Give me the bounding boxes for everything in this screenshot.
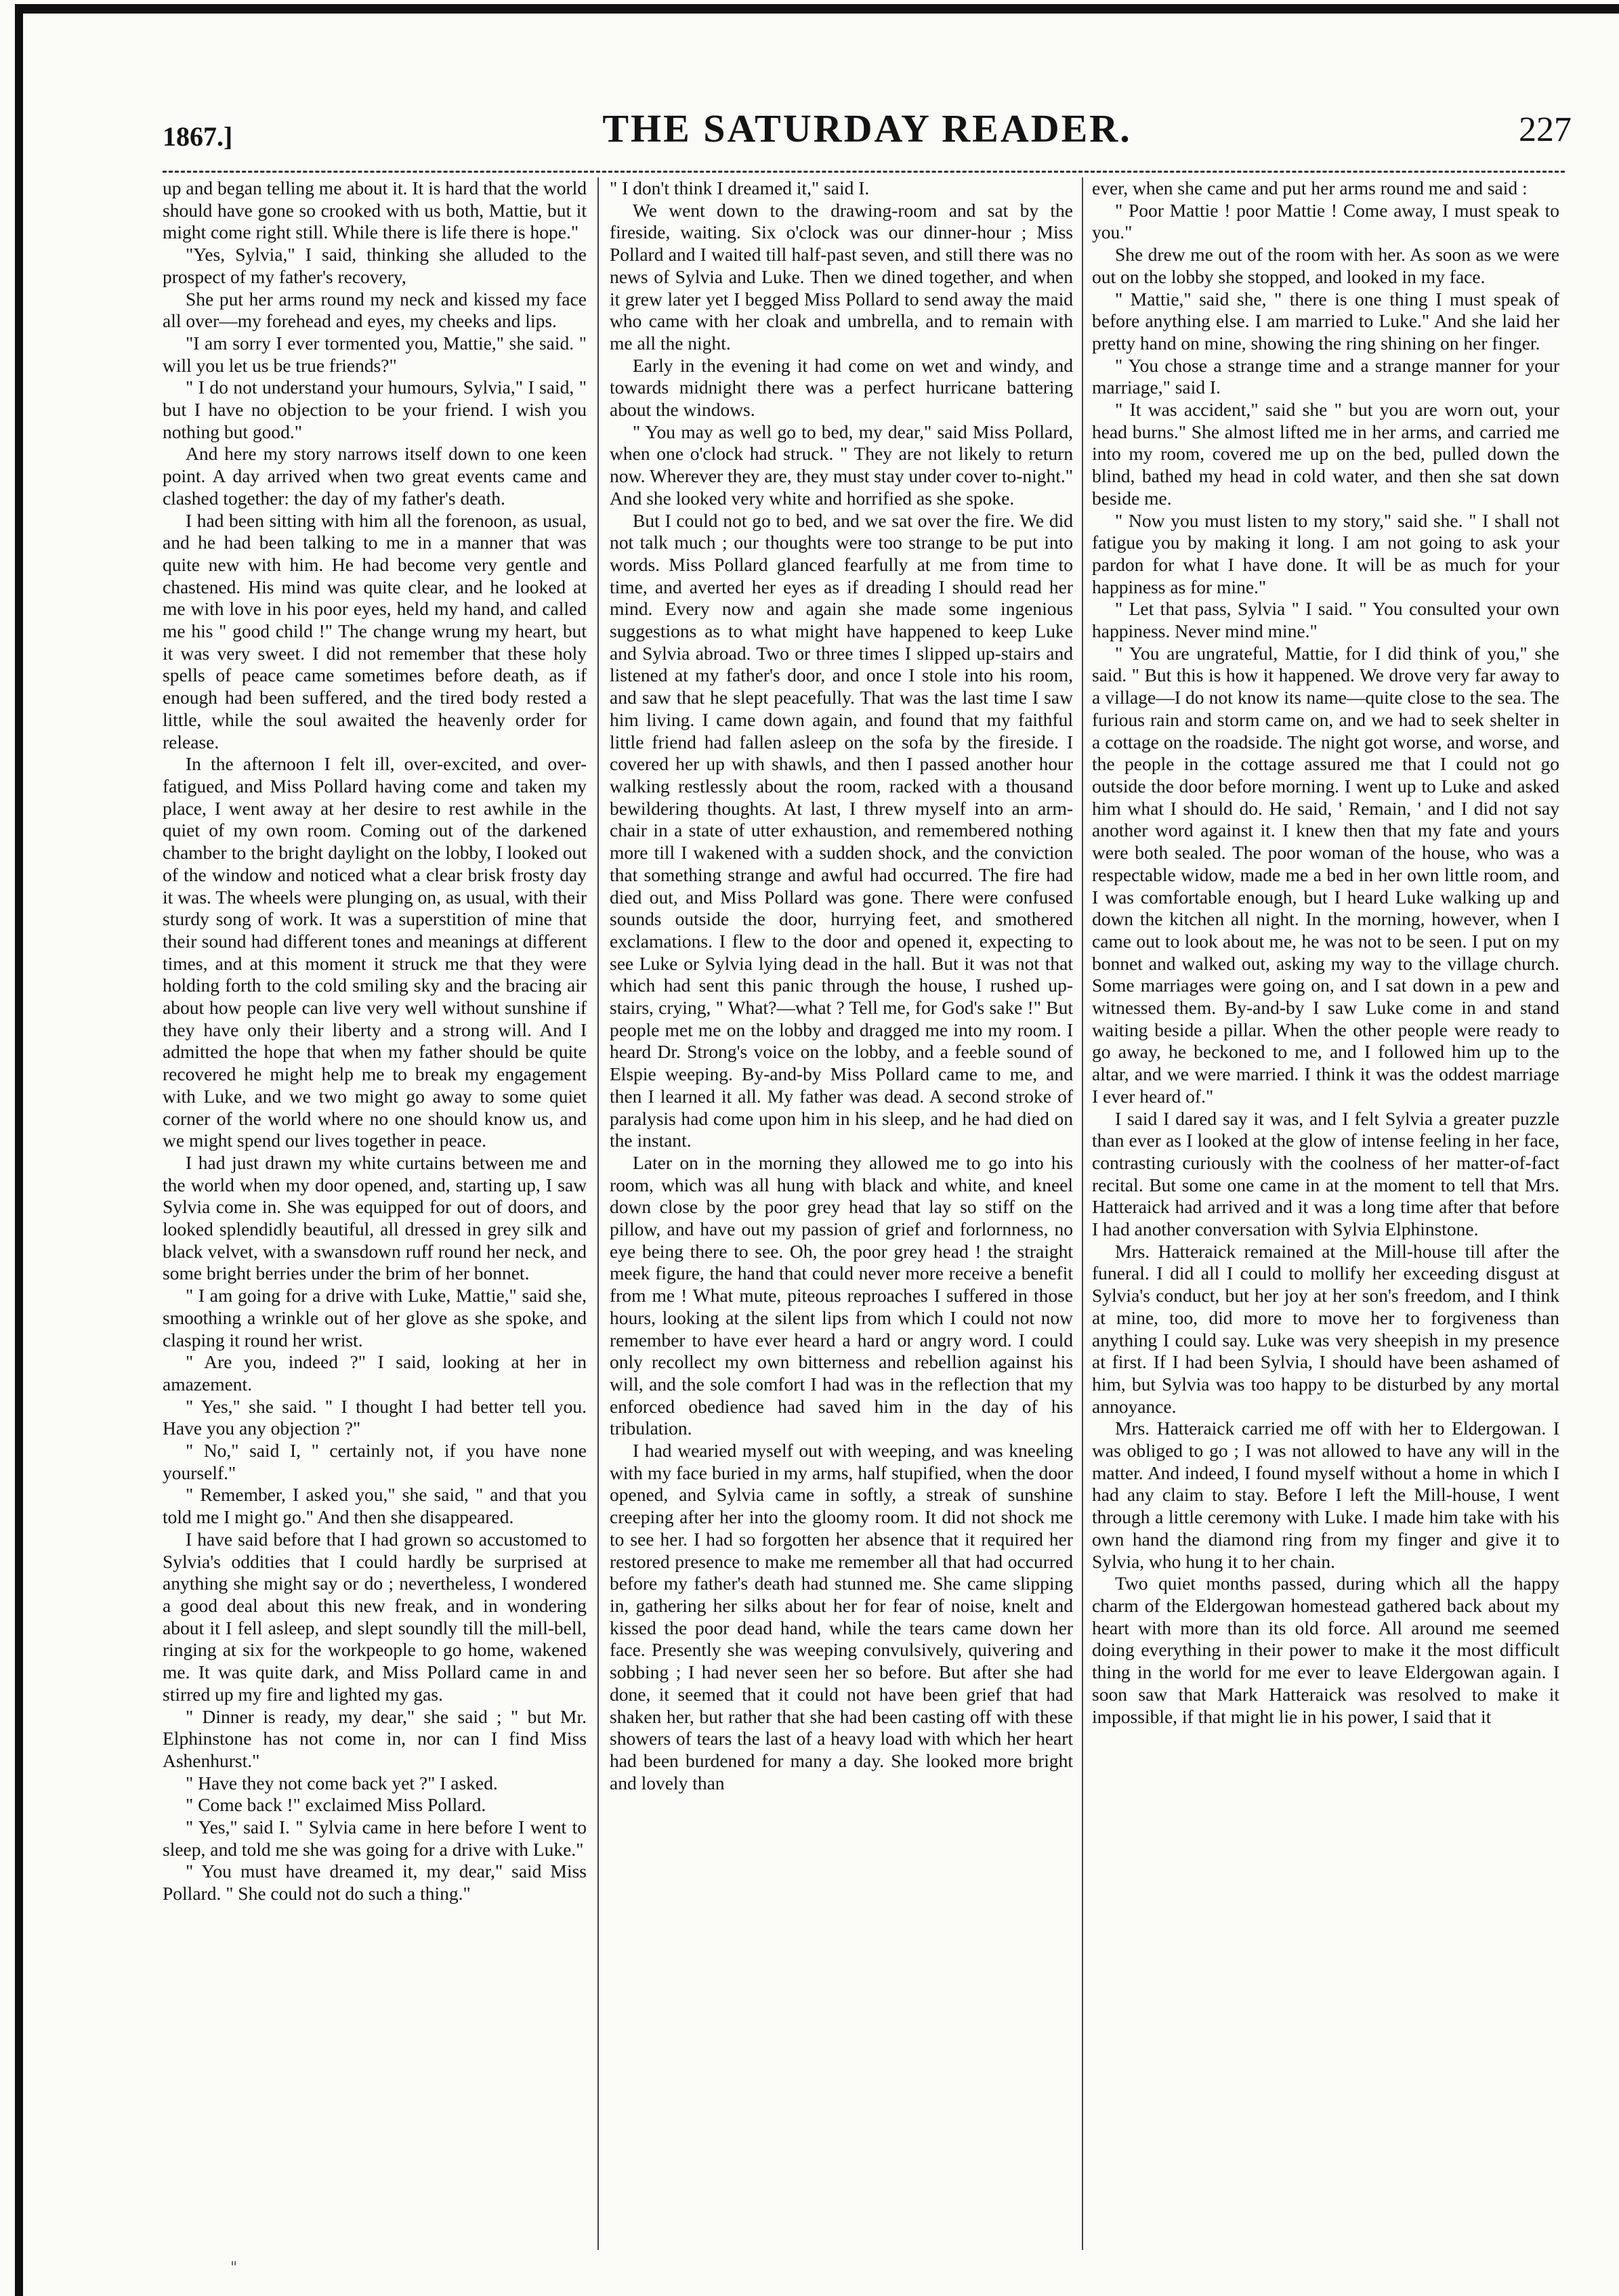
paragraph: " It was accident," said she " but you are worn out, your head burns." She almost lifted me in her arms, and carried me into my room, covered me up on the bed, pulled down the blind, bathed my head in cold water, and then she sat down beside me. [1092, 399, 1559, 509]
paragraph: " Now you must listen to my story," said she. " I shall not fatigue you by making it long. I am not going to ask your pardon for what I have done. It will be as much for your happiness as for mine." [1092, 509, 1559, 597]
paragraph: ever, when she came and put her arms round me and said : [1092, 177, 1528, 198]
paragraph: " You chose a strange time and a strange manner for your marriage," said I. [1092, 354, 1559, 398]
paragraph: up and began telling me about it. It is hard that the world should have gone so crooked with us both, Mattie, but it might come right still. While there is life there is hope." [163, 177, 587, 243]
paragraph: " Poor Mattie ! poor Mattie ! Come away, I must speak to you." [1092, 199, 1559, 243]
paragraph: " Are you, indeed ?" I said, looking at her in amazement. [163, 1351, 587, 1395]
paragraph: " Remember, I asked you," she said, " and that you told me I might go." And then she disappeared. [163, 1484, 587, 1528]
paragraph: " Dinner is ready, my dear," she said ; " but Mr. Elphinstone has not come in, nor can I find Miss Ashenhurst." [163, 1705, 587, 1771]
paragraph: I had just drawn my white curtains between me and the world when my door opened, and, starting up, I saw Sylvia come in. She was equipped for out of doors, and looked splendidly beautiful, all dressed in grey silk and black velvet, with a swansdown ruff round her neck, and some bright berries under the brim of her bonnet. [163, 1151, 587, 1284]
column-divider [597, 177, 599, 2250]
text-column-3 [1092, 177, 1559, 2250]
paragraph: " You are ungrateful, Mattie, for I did think of you," she said. " But this is how it happened. We drove very far away to a village—I do not know its name—quite close to the sea. The furious rain and storm came on, and we had to seek shelter in a cottage on the roadside. The night got worse, and worse, and the people in the cottage assured me that I could not go outside the door before morning. I went up to Luke and asked him what I should do. He said, ' Remain, ' and I did not say another word against it. I knew then that my fate and yours were both sealed. The poor woman of the house, who was a respectable widow, made me a bed in her own little room, and I was comfortable enough, but I heard Luke walking up and down the kitchen all night. In the morning, however, when I came out to look about me, he was not to be seen. I put on my bonnet and walked out, asking my way to the village church. Some marriages were going on, and I sat down in a pew and witnessed them. By-and-by I saw Luke come in and stand waiting beside a pillar. When the other people were ready to go away, he beckoned to me, and I followed him up to the altar, and we were married. I think it was the oddest marriage I ever heard of." [1092, 642, 1559, 1107]
paragraph: In the afternoon I felt ill, over-excited, and over-fatigued, and Miss Pollard having come and taken my place, I went away at her desire to rest awhile in the quiet of my own room. Coming out of the darkened chamber to the bright daylight on the lobby, I looked out of the window and noticed what a clear brisk frosty day it was. The wheels were plunging on, as usual, with their sturdy song of work. It was a superstition of mine that their sound had different tones and meanings at different times, and at this moment it struck me that they were holding forth to the cold smiling sky and the bracing air about how people can live very well without sunshine if they have only their liberty and a strong will. And I admitted the hope that when my father should be quite recovered he might help me to break my engagement with Luke, and we two might go away to some quiet corner of the world where no one should know us, and we might spend our lives together in peace. [163, 753, 587, 1151]
paragraph: I had been sitting with him all the forenoon, as usual, and he had been talking to me in a manner that was quite new with him. He had become very gentle and chastened. His mind was quite clear, and he looked at me with love in his poor eyes, held my hand, and called me his " good child !" The change wrung my heart, but it was very sweet. I did not remember that these holy spells of peace came sometimes before death, as if enough had been suffered, and the tired body rested a little, while the soul awaited the heavenly order for release. [163, 509, 587, 752]
paragraph: She put her arms round my neck and kissed my face all over—my forehead and eyes, my cheeks and lips. [163, 288, 587, 332]
text-column-2 [610, 177, 1073, 2250]
paragraph: " No," said I, " certainly not, if you have none yourself." [163, 1440, 587, 1483]
paragraph: " Come back !" exclaimed Miss Pollard. [186, 1794, 486, 1816]
paragraph: I said I dared say it was, and I felt Sylvia a greater puzzle than ever as I looked at the glow of intense feeling in her face, contrasting curiously with the coolness of her matter-of-fact recital. But some one came in at the moment to tell that Mrs. Hatteraick had arrived and it was a long time after that before I had another conversation with Sylvia Elphinstone. [1092, 1107, 1559, 1240]
paragraph: But I could not go to bed, and we sat over the fire. We did not talk much ; our thoughts were too strange to be put into words. Miss Pollard glanced fearfully at me from time to time, and averted her eyes as if dreading I should read her mind. Every now and again she made some ingenious suggestions as to what might have happened to keep Luke and Sylvia abroad. Two or three times I slipped up-stairs and listened at my father's door, and once I stole into his room, and saw that he slept peacefully. That was the last time I saw him living. I came down again, and found that my faithful little friend had fallen asleep on the sofa by the fireside. I covered her up with shawls, and then I passed another hour walking restlessly about the room, racked with a thousand bewildering thoughts. At last, I threw myself into an arm-chair in a state of utter exhaustion, and remembered nothing more till I wakened with a sudden shock, and the conviction that something strange and awful had occurred. The fire had died out, and Miss Pollard was gone. There were confused sounds outside the door, hurrying feet, and smothered exclamations. I flew to the door and opened it, expecting to see Luke or Sylvia lying dead in the hall. But it was not that which had sent this panic through the house, I rushed up-stairs, crying, " What?—what ? Tell me, for God's sake !" But people met me on the lobby and dragged me into my room. I heard Dr. Strong's voice on the lobby, and a feeble sound of Elspie weeping. By-and-by Miss Pollard came to me, and then I learned it all. My father was dead. A second stroke of paralysis had come upon him in his sleep, and he had died on the instant. [610, 509, 1073, 1151]
paragraph: Mrs. Hatteraick carried me off with her to Eldergowan. I was obliged to go ; I was not allowed to have any will in the matter. And indeed, I found myself without a home in which I had any claim to stay. Before I left the Mill-house, I went through a little ceremony with Luke. I made him take with his own hand the diamond ring from my finger and give it to Sylvia, who hung it to her chain. [1092, 1418, 1559, 1572]
header-divider [163, 171, 1565, 173]
publication-title: THE SATURDAY READER. [602, 106, 1132, 150]
paragraph: " Yes," she said. " I thought I had better tell you. Have you any objection ?" [163, 1395, 587, 1439]
footer-mark: " [230, 2259, 238, 2276]
paragraph: I had wearied myself out with weeping, and was kneeling with my face buried in my arms, half stupified, when the door opened, and Sylvia came in softly, a streak of sunshine creeping after her into the gloomy room. It did not shock me to see her. I had so forgotten her absence that it required her restored presence to make me remember all that had occurred before my father's death had stunned me. She came slipping in, gathering her silks about her for fear of noise, knelt and kissed the poor dead hand, while the tears came down her face. Presently she was weeping convulsively, quivering and sobbing ; I had never seen her so before. But after she had done, it seemed that it could not have been grief that had shaken her, but rather that she had been casting off with these showers of tears the last of a heavy load with which her heart had been burdened for many a day. She looked more bright and lovely than [610, 1440, 1073, 1793]
paragraph: "I am sorry I ever tormented you, Mattie," she said. " will you let us be true friends?" [163, 332, 587, 376]
left-border-rule [15, 4, 23, 2296]
top-border-rule [20, 4, 1619, 14]
paragraph: " You may as well go to bed, my dear," said Miss Pollard, when one o'clock had struck. " They are not likely to return now. Wherever they are, they must stay under cover to-night." And she looked very white and horrified as she spoke. [610, 421, 1073, 509]
paragraph: " You must have dreamed it, my dear," said Miss Pollard. " She could not do such a thing." [163, 1861, 587, 1905]
paragraph: " Have they not come back yet ?" I asked. [186, 1772, 498, 1793]
paragraph: We went down to the drawing-room and sat by the fireside, waiting. Six o'clock was our dinner-hour ; Miss Pollard and I waited till half-past seven, and still there was no news of Sylvia and Luke. Then we dined together, and when it grew later yet I begged Miss Pollard to send away the maid who came with her cloak and umbrella, and to remain with me all the night. [610, 199, 1073, 354]
paragraph: " Mattie," said she, " there is one thing I must speak of before anything else. I am married to Luke." And she laid her pretty hand on mine, showing the ring shining on her finger. [1092, 288, 1559, 354]
paragraph: "Yes, Sylvia," I said, thinking she alluded to the prospect of my father's recovery, [163, 244, 587, 287]
paragraph: Later on in the morning they allowed me to go into his room, which was all hung with black and white, and kneel down close by the poor grey head that lay so stiff on the pillow, and have out my passion of grief and forlornness, no eye being there to see. Oh, the poor grey head ! the straight meek figure, the hand that could never more receive a benefit from me ! What mute, piteous reproaches I suffered in those hours, looking at the silent lips from which I could not now remember to have ever heard a hard or angry word. I could only recollect my own bitterness and rebellion against his will, and the sole comfort I had was in the reflection that my enforced obedience had saved him in the day of his tribulation. [610, 1151, 1073, 1439]
paragraph: " I don't think I dreamed it," said I. [610, 177, 870, 198]
paragraph: I have said before that I had grown so accustomed to Sylvia's oddities that I could hardly be surprised at anything she might say or do ; nevertheless, I wondered a good deal about this new freak, and in wondering about it I fell asleep, and slept soundly till the mill-bell, ringing at six for the workpeople to go home, wakened me. It was quite dark, and Miss Pollard came in and stirred up my fire and lighted my gas. [163, 1528, 587, 1705]
paragraph: " I do not understand your humours, Sylvia," I said, " but I have no objection to be your friend. I wish you nothing but good." [163, 377, 587, 442]
paragraph: " Yes," said I. " Sylvia came in here before I went to sleep, and told me she was going for a drive with Luke." [163, 1816, 587, 1860]
page-header [163, 95, 1572, 169]
text-column-1 [163, 177, 587, 2250]
paragraph: " Let that pass, Sylvia " I said. " You consulted your own happiness. Never mind mine." [1092, 598, 1559, 642]
paragraph: Mrs. Hatteraick remained at the Mill-house till after the funeral. I did all I could to mollify her exceeding disgust at Sylvia's conduct, but her joy at her son's freedom, and I think at mine, too, did more to move her to forgiveness than anything I could say. Luke was very sheepish in my presence at first. If I had been Sylvia, I should have been ashamed of him, but Sylvia was too happy to be disturbed by any mortal annoyance. [1092, 1240, 1559, 1417]
paragraph: Early in the evening it had come on wet and windy, and towards midnight there was a perfect hurricane battering about the windows. [610, 354, 1073, 421]
paragraph: And here my story narrows itself down to one keen point. A day arrived when two great events came and clashed together: the day of my father's death. [163, 443, 587, 509]
column-divider [1082, 177, 1083, 2250]
paragraph: She drew me out of the room with her. As soon as we were out on the lobby she stopped, and looked in my face. [1092, 244, 1559, 287]
paragraph: " I am going for a drive with Luke, Mattie," said she, smoothing a wrinkle out of her glove as she spoke, and clasping it round her wrist. [163, 1285, 587, 1351]
header-year: 1867.] [163, 121, 233, 152]
paragraph: Two quiet months passed, during which all the happy charm of the Eldergowan homestead gathered back about my heart with more than its old force. All around me seemed doing everything in their power to make it the most difficult thing in the world for me ever to leave Eldergowan again. I soon saw that Mark Hatteraick was resolved to make it impossible, if that might lie in his power, I said that it [1092, 1573, 1559, 1727]
page-number: 227 [1519, 110, 1572, 149]
